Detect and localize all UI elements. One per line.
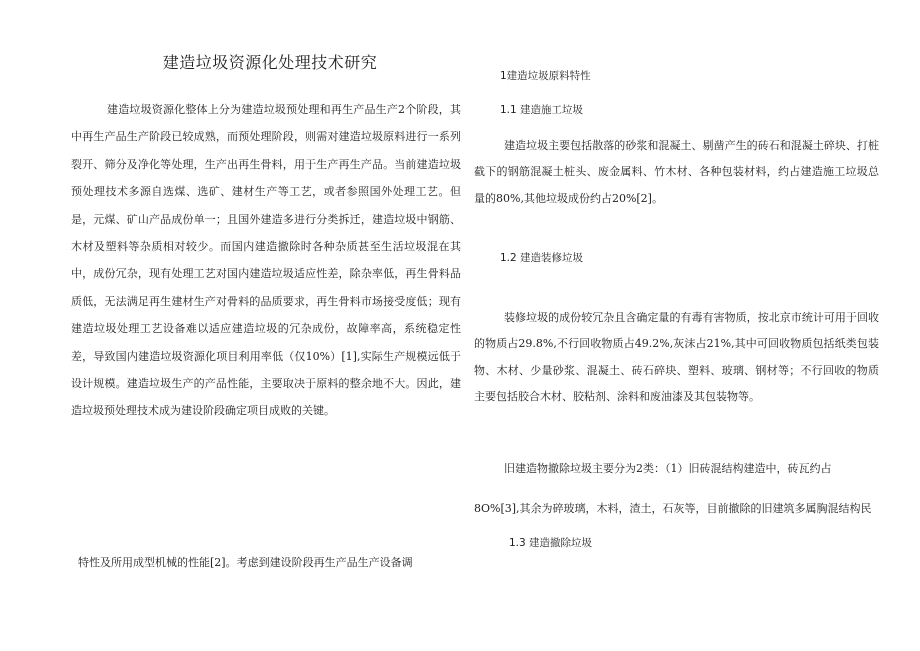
section-heading-1-3: 1.3 建造撤除垃圾: [509, 537, 593, 549]
left-column: [71, 96, 461, 569]
section-heading-1-2: 1.2 建造装修垃圾: [500, 252, 584, 264]
section-heading-1-1: 1.1 建造施工垃圾: [500, 104, 584, 116]
body-paragraph: 装修垃圾的成份较冗杂且含确定量的有毒有害物质，按北京市统计可用于回收的物质占29.8%,不行回收物质占49.2%,灰沫占21%,其中可回收物质包括纸类包装物、木材、少量砂浆、混凝土、砖石碎块、塑料、玻璃、钢材等；不行回收的物质主要包括胶合木材、胶粘剂、涂料和废油漆及其包装物等。: [474, 311, 879, 404]
body-line: 旧建造物撤除垃圾主要分为2类：（1）旧砖混结构建造中，砖瓦约占: [504, 462, 832, 475]
section-heading-1: 1建造垃圾原料特性: [500, 70, 591, 82]
body-paragraph: 建造垃圾资源化整体上分为建造垃圾预处理和再生产品生产2个阶段，其中再生产品生产阶段已较成熟，而预处理阶段，则需对建造垃圾原料进行一系列裂开、筛分及净化等处理，生产出再生骨料，用于生产再生产品。当前建造垃圾预处理技术多源自选煤、选矿、建材生产等工艺，或者参照国外处理工艺。但是，元煤、矿山产品成份单一；且国外建造多进行分类拆迁，建造垃圾中钢筋、木材及塑料等杂质相对较少。而国内建造撤除时各种杂质甚至生活垃圾混在其中，成份冗杂，现有处理工艺对国内建造垃圾适应性差，除杂率低，再生骨料品质低，无法满足再生建材生产对骨料的品质要求，再生骨料市场接受度低；现有建造垃圾处理工艺设备难以适应建造垃圾的冗杂成份，故障率高，系统稳定性差，导致国内建造垃圾资源化项目利用率低（仅10%）[1],实际生产规模远低于设计规模。建造垃圾生产的产品性能，主要取决于原料的整余地不大。因此，建造垃圾预处理技术成为建设阶段确定项目成败的关键。: [71, 103, 461, 418]
page-title: 建造垃圾资源化处理技术研究: [162, 53, 378, 72]
body-paragraph-tail: 特性及所用成型机械的性能[2]。考虑到建设阶段再生产品生产设备调: [78, 556, 413, 569]
body-paragraph: 建造垃圾主要包括散落的砂浆和混凝土、剔凿产生的砖石和混凝土碎块、打桩截下的钢筋混凝土桩头、废金属料、竹木材、各种包装材料，约占建造施工垃圾总量的80%,其他垃圾成份约占20%[2]。: [474, 139, 879, 205]
body-line: 8O%[3],其余为碎玻璃，木料，渣土，石灰等，目前撤除的旧建筑多属胸混结构民: [474, 502, 872, 515]
